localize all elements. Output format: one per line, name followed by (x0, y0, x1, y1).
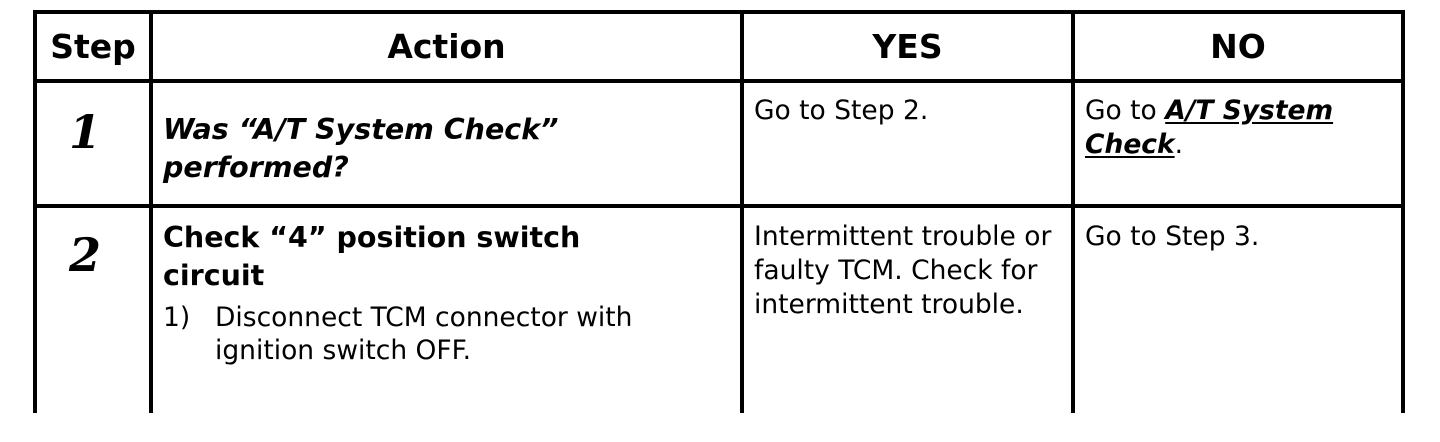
no-text: Go to Step 3. (1085, 221, 1260, 252)
step-number: 2 (69, 228, 102, 282)
row1-bottom-border (33, 204, 1405, 208)
table-right-border (1401, 10, 1405, 413)
header-bottom-border (33, 79, 1405, 83)
no-text (1085, 94, 1395, 162)
yes-text: Go to Step 2. (754, 95, 929, 126)
step-number: 1 (69, 105, 102, 159)
diagnostic-table (33, 10, 1405, 442)
substep (163, 301, 723, 367)
no-text-suffix: . (1174, 129, 1184, 160)
yes-text: Intermittent trouble or faulty TCM. Check for intermittent trouble. (754, 221, 1052, 320)
header-action: Action (387, 27, 506, 66)
ats-check-link[interactable]: A/T System Check (1085, 95, 1334, 160)
header-yes: YES (872, 27, 943, 66)
header-no: NO (1210, 27, 1266, 66)
action-cell (163, 219, 723, 367)
action-title: Was “A/T System Check” performed? (163, 113, 559, 184)
substep-text: Disconnect TCM connector with ignition switch OFF. (215, 302, 633, 366)
substep-number: 1) (163, 302, 191, 333)
no-text-prefix: Go to (1085, 95, 1166, 126)
action-title: Check “4” position switch circuit (163, 221, 581, 292)
header-step: Step (50, 27, 136, 66)
